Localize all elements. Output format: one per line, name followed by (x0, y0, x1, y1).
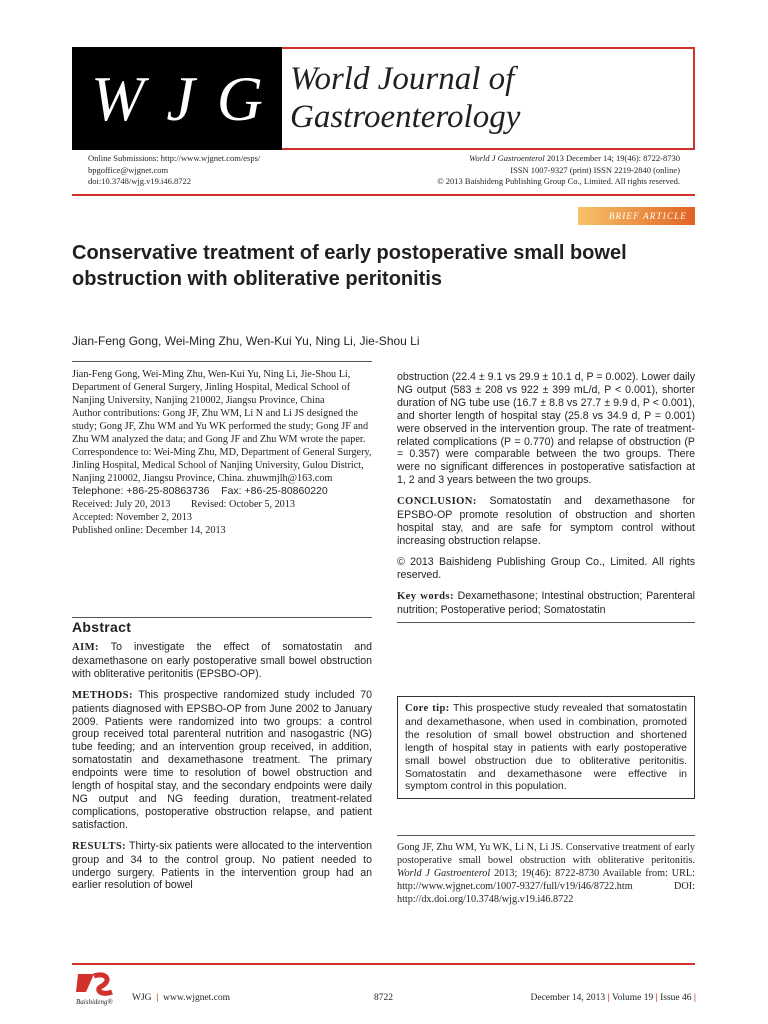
submission-info (88, 153, 260, 188)
submission-email[interactable]: bpgoffice@wjgnet.com (88, 164, 169, 175)
abstract-right-column (397, 371, 695, 631)
journal-logo (72, 47, 282, 150)
journal-name-line2: Gastroenterology (290, 99, 521, 135)
citation-journal: World J Gastroenterol (397, 868, 491, 879)
journal-abbrev: World J Gastroenterol (469, 153, 545, 163)
keywords (397, 590, 695, 624)
core-tip-text: This prospective study revealed that somatostatin and dexamethasone, when used in combination, promoted the resolution of small bowel obstruction and shortened length of hospital stay in patients with early postoperative small bowel obstruction due to obliterative peritonitis. Somatostatin and dexamethasone were effective in symptom control in this population. (405, 702, 687, 793)
page-number: 8722 (374, 993, 393, 1003)
footer-journal: WJG | www.wjgnet.com (132, 993, 231, 1003)
methods-label: METHODS: (72, 689, 133, 701)
footer-rule (72, 963, 695, 965)
abstract-results (72, 840, 372, 893)
divider (72, 361, 372, 362)
received-date: Received: July 20, 2013 (72, 499, 171, 510)
doi-text: doi:10.3748/wjg.v19.i46.8722 (88, 176, 191, 186)
footer-url[interactable]: www.wjgnet.com (163, 993, 231, 1003)
divider (72, 617, 372, 618)
abstract-methods (72, 689, 372, 832)
footer-date: December 14, 2013 (530, 993, 606, 1003)
core-tip-box (397, 696, 695, 799)
copyright-header: © 2013 Baishideng Publishing Group Co., Limited. All rights reserved. (437, 176, 680, 186)
footer-journal-abbrev: WJG (132, 993, 152, 1003)
article-info (72, 368, 372, 537)
article-title: Conservative treatment of early postoperative small bowel obstruction with obliterative peritonitis (72, 242, 627, 290)
affiliation: Jian-Feng Gong, Wei-Ming Zhu, Wen-Kui Yu, Ning Li, Jie-Shou Li, Department of General Surgery, Jinling Hospital, Medical School of Nanjing University, Nanjing 210002, Jiangsu Province, China (72, 369, 351, 406)
citation-header (350, 153, 680, 188)
abstract-conclusion (397, 495, 695, 548)
citation-text: Gong JF, Zhu WM, Yu WK, Li N, Li JS. Conservative treatment of early postoperative small bowel obstruction with obliterative peritonitis. (397, 842, 695, 866)
keywords-text: Dexamethasone; Intestinal obstruction; Parenteral nutrition; Postoperative period; Somatostatin (397, 589, 695, 616)
results-continued: obstruction (22.4 ± 9.1 vs 29.9 ± 10.1 d, P = 0.002). Lower daily NG output (583 ± 208 vs 922 ± 399 mL/d, P < 0.001), shorter duration of NG tube use (16.7 ± 8.8 vs 27.7 ± 9.9 d, P < 0.001), and shorter length of hospital stay (25.8 vs 34.9 d, P = 0.001) were observed in the intervention group. The rate of treatment-related complications (P = 0.770) and relapse of obstruction (P = 0.357) were comparable between the two groups. There were no significant differences in postoperative satisfaction at 1, 2 and 3 years between the two groups. (397, 371, 695, 487)
aim-text: To investigate the effect of somatostatin and dexamethasone on early postoperative small bowel obstruction with obliterative peritonitis (EPSBO-OP). (72, 641, 372, 680)
publisher-logo (72, 970, 132, 1010)
methods-text: This prospective randomized study included 70 patients diagnosed with EPSBO-OP from June 2002 to January 2009. Patients were randomized into two groups: a control group received total parenteral nutrition and nasogastric (NG) tube feeding; and an intervention group received, in addition, somatostatin and dexamethasone treatment. The primary endpoints were time to resolution of bowel obstruction and length of hospital stay, and the secondary endpoints were daily NG output and NG feeding duration, treatment-related complications, postoperative obstruction relapse, and patient satisfaction. (72, 688, 372, 831)
abstract-heading: Abstract (72, 619, 132, 635)
results-text: Thirty-six patients were allocated to the intervention group and 34 to the control group. No patient needed to undergo surgery. Patients in the intervention group had an earlier resolution of bowel (72, 839, 372, 892)
results-label: RESULTS: (72, 840, 127, 852)
abstract-left-column (72, 641, 372, 900)
published-date: Published online: December 14, 2013 (72, 525, 226, 536)
correspondence: Correspondence to: Wei-Ming Zhu, MD, Department of General Surgery, Jinling Hospital, Medical School of Nanjing University, Gulou District, Nanjing 210002, Jiangsu Province, China. zhuwmjlh@163.com (72, 447, 372, 484)
article-type-banner: BRIEF ARTICLE (578, 207, 695, 225)
issn-info: ISSN 1007-9327 (print) ISSN 2219-2840 (online) (510, 164, 680, 175)
keywords-label: Key words: (397, 590, 454, 602)
conclusion-text: Somatostatin and dexamethasone for EPSBO-OP promote resolution of obstruction and shorten hospital stay, and are safe for symptom control without increasing obstruction relapse. (397, 495, 695, 547)
logo-letter: W (91, 62, 145, 134)
publisher-logo-icon (72, 970, 132, 1010)
author-contributions: Author contributions: Gong JF, Zhu WM, Li N and Li JS designed the study; Gong JF, Zhu WM and Yu WK performed the study; Gong JF and Zhu WM analyzed the data; and Gong JF and Zhu WM wrote the paper. (72, 408, 369, 445)
abstract-aim (72, 641, 372, 681)
author-list: Jian-Feng Gong, Wei-Ming Zhu, Wen-Kui Yu, Ning Li, Jie-Shou Li (72, 334, 420, 348)
accepted-date: Accepted: November 2, 2013 (72, 512, 192, 523)
journal-name-line1: World Journal of (290, 61, 515, 97)
citation-links[interactable]: 2013; 19(46): 8722-8730 Available from: URL: http://www.wjgnet.com/1007-9327/full/v19/i46/8722.htm DOI: http://dx.doi.org/10.3748/wjg.v19.i46.8722 (397, 868, 695, 905)
aim-label: AIM: (72, 642, 99, 653)
publisher-logo-text: Baishideng® (76, 998, 113, 1006)
footer-volume: Volume 19 (612, 993, 654, 1003)
telephone: Telephone: +86-25-80863736 (72, 485, 210, 497)
header-rule (72, 194, 695, 196)
logo-letter: J (166, 62, 195, 134)
core-tip-label: Core tip: (405, 703, 450, 714)
journal-name (290, 60, 520, 136)
issue-info: 2013 December 14; 19(46): 8722-8730 (544, 153, 680, 163)
footer-issue-info: December 14, 2013 | Volume 19 | Issue 46 | (530, 993, 696, 1003)
footer-issue: Issue 46 (660, 993, 692, 1003)
revised-date: Revised: October 5, 2013 (190, 499, 295, 510)
logo-letter: G (216, 62, 263, 134)
citation-box (397, 835, 695, 906)
fax: Fax: +86-25-80860220 (221, 485, 328, 497)
submission-url[interactable]: Online Submissions: http://www.wjgnet.com/esps/ (88, 153, 261, 163)
conclusion-label: CONCLUSION: (397, 496, 477, 508)
abstract-copyright: © 2013 Baishideng Publishing Group Co., Limited. All rights reserved. (397, 555, 695, 581)
